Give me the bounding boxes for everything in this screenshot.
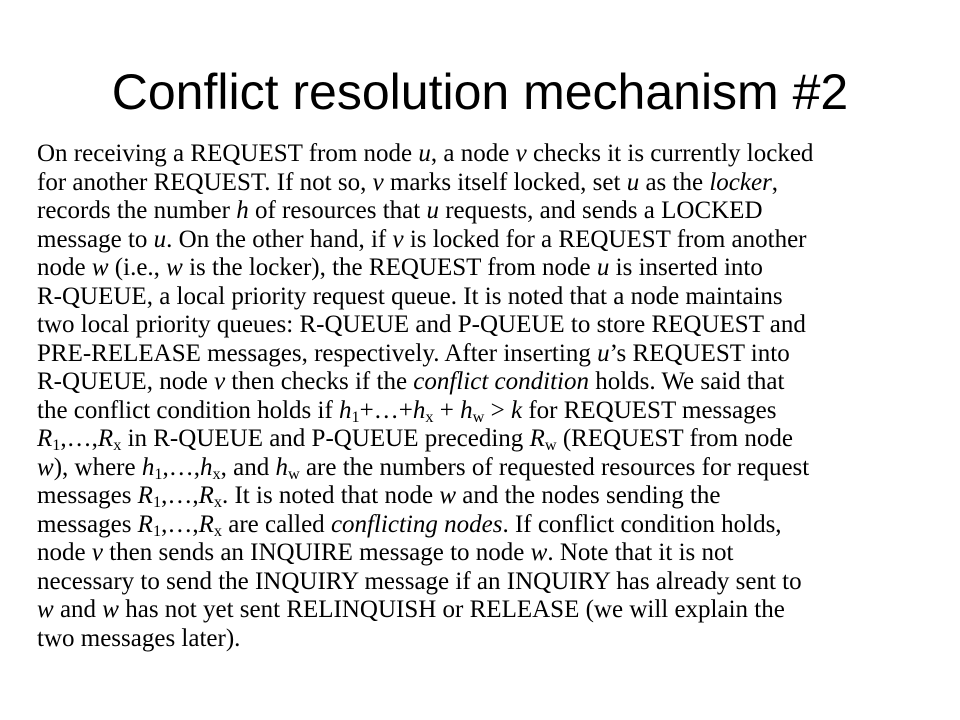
italic-term: u <box>418 140 431 167</box>
text-run: (i.e., <box>108 254 167 281</box>
text-run: two local priority queues: R-QUEUE and P-QUEUE to store REQUEST and <box>37 311 806 338</box>
text-run: message to <box>37 225 154 253</box>
body-line <box>37 140 947 169</box>
italic-term: v <box>91 539 103 566</box>
text-run: On receiving a REQUEST from node <box>37 140 419 167</box>
subscript: w <box>472 407 485 426</box>
subscript: w <box>544 436 557 455</box>
slide-title: Conflict resolution mechanism #2 <box>111 64 849 120</box>
text-run: . Note that it is not <box>547 539 734 566</box>
text-run: node <box>37 254 92 281</box>
text-run: is locked for a REQUEST from another <box>403 225 807 253</box>
italic-term: R <box>198 482 214 509</box>
text-run: marks itself locked, set <box>383 168 627 196</box>
subscript: x <box>113 436 122 455</box>
text-run: > <box>484 396 511 424</box>
text-run: ), where <box>53 453 142 481</box>
body-line <box>37 625 947 654</box>
text-run: , a node <box>430 140 516 167</box>
subscript: x <box>213 521 222 540</box>
italic-term: w <box>166 254 183 281</box>
subscript: 1 <box>152 493 162 512</box>
text-run: , <box>771 168 779 196</box>
text-run: in R-QUEUE and P-QUEUE preceding <box>121 425 530 452</box>
text-run: are called <box>221 510 331 538</box>
body-line <box>37 283 947 312</box>
italic-term: h <box>460 396 473 424</box>
italic-term: R <box>198 510 214 538</box>
body-line <box>37 311 947 340</box>
body-line <box>37 226 947 255</box>
text-run: ’s REQUEST into <box>609 339 790 367</box>
text-run: ,…, <box>60 425 98 452</box>
subscript: 1 <box>351 407 360 426</box>
text-run: . On the other hand, if <box>166 225 393 253</box>
italic-term: R <box>97 425 114 452</box>
italic-term: v <box>515 140 527 167</box>
italic-term: u <box>426 197 439 224</box>
italic-term: h <box>339 396 352 424</box>
text-run: messages <box>37 482 138 509</box>
body-line <box>37 368 947 397</box>
italic-term: v <box>392 225 404 253</box>
text-run: records the number <box>37 197 237 224</box>
italic-term: h <box>412 396 426 424</box>
text-run: holds. We said that <box>588 368 785 395</box>
text-run: . It is noted that node <box>221 482 440 509</box>
subscript: 1 <box>52 436 61 455</box>
text-run: checks it is currently locked <box>526 140 814 167</box>
italic-term: conflicting nodes <box>330 510 503 538</box>
text-run: has not yet sent RELINQUISH or RELEASE (we will explain the <box>118 596 785 623</box>
italic-term: w <box>530 539 548 566</box>
text-run: R-QUEUE, node <box>37 368 215 395</box>
italic-term: w <box>37 596 54 623</box>
text-run: + <box>433 396 461 424</box>
italic-term: h <box>275 453 288 481</box>
text-run: two messages later). <box>37 624 241 652</box>
body-line <box>37 397 947 426</box>
italic-term: k <box>510 396 523 424</box>
text-run: ,…, <box>161 510 199 538</box>
body-line <box>37 511 947 540</box>
text-run: then sends an INQUIRE message to node <box>102 539 531 566</box>
italic-term: locker <box>709 168 772 196</box>
text-run: node <box>37 539 92 566</box>
italic-term: h <box>141 453 155 481</box>
italic-term: v <box>214 368 226 395</box>
italic-term: R <box>137 482 153 509</box>
italic-term: u <box>153 225 167 253</box>
body-line <box>37 539 947 568</box>
text-run: are the numbers of requested resources for request <box>299 453 810 481</box>
italic-term: w <box>439 482 456 509</box>
subscript: x <box>213 493 222 512</box>
text-run: for REQUEST messages <box>522 396 777 424</box>
subscript: x <box>212 464 221 483</box>
body-line <box>37 425 947 454</box>
text-run: ,…, <box>161 482 199 509</box>
text-run: necessary to send the INQUIRY message if an INQUIRY has already sent to <box>37 567 802 595</box>
text-run: R-QUEUE, a local priority request queue. It is noted that a node maintains <box>37 282 783 310</box>
text-run: PRE-RELEASE messages, respectively. After inserting <box>37 339 598 367</box>
italic-term: v <box>372 168 384 196</box>
italic-term: u <box>597 339 610 367</box>
text-run: is inserted into <box>609 254 763 281</box>
text-run: of resources that <box>248 197 427 224</box>
italic-term: w <box>91 254 109 281</box>
subscript: 1 <box>154 464 163 483</box>
text-run: and the nodes sending the <box>456 482 721 509</box>
text-run: and <box>53 596 103 623</box>
text-run: , and <box>220 453 276 481</box>
italic-term: R <box>529 425 545 452</box>
italic-term: u <box>596 254 610 281</box>
body-line <box>37 568 947 597</box>
body-line <box>37 482 947 511</box>
italic-term: w <box>102 596 119 623</box>
body-line <box>37 596 947 625</box>
text-run: as the <box>639 168 710 196</box>
body-line <box>37 169 947 198</box>
body-line <box>37 454 947 483</box>
body-line <box>37 197 947 226</box>
subscript: 1 <box>152 521 162 540</box>
italic-term: w <box>37 453 54 481</box>
text-run: ,…, <box>162 453 200 481</box>
italic-term: h <box>199 453 213 481</box>
italic-term: u <box>626 168 640 196</box>
italic-term: R <box>137 510 153 538</box>
italic-term: h <box>236 197 249 224</box>
text-run: is the locker), the REQUEST from node <box>182 254 597 281</box>
text-run: . If conflict condition holds, <box>502 510 782 538</box>
text-run: +…+ <box>359 396 413 424</box>
text-run: requests, and sends a LOCKED <box>438 197 763 224</box>
text-run: messages <box>37 510 138 538</box>
text-run: the conflict condition holds if <box>37 396 340 424</box>
body-line <box>37 340 947 369</box>
text-run: then checks if the <box>225 368 414 395</box>
body-line <box>37 254 947 283</box>
slide-body-text <box>37 140 947 653</box>
italic-term: conflict condition <box>413 368 589 395</box>
text-run: (REQUEST from node <box>556 425 793 452</box>
italic-term: R <box>37 425 53 452</box>
subscript: x <box>425 407 434 426</box>
subscript: w <box>287 464 300 483</box>
text-run: for another REQUEST. If not so, <box>37 168 373 196</box>
